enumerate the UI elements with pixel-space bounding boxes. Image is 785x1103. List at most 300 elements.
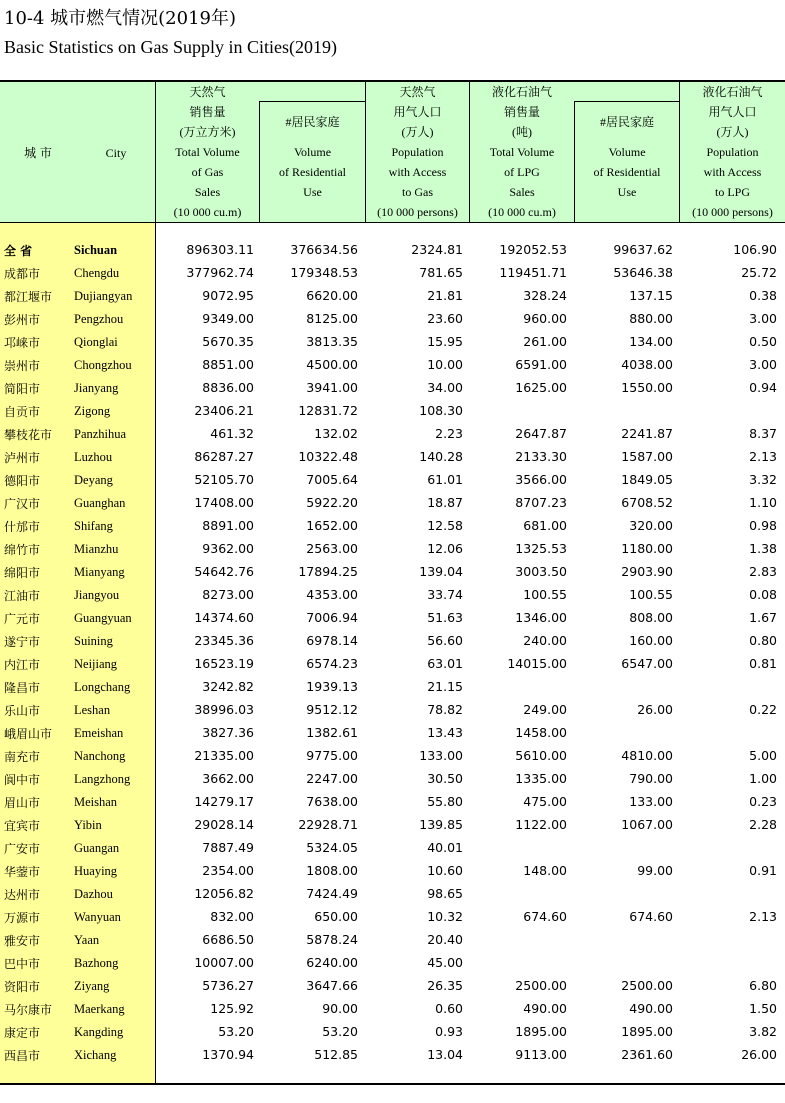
table-cell: 26.00 [637, 702, 673, 717]
table-cell: 1652.00 [306, 518, 358, 533]
table-cell: 328.24 [523, 288, 567, 303]
table-cell: 148.00 [523, 863, 567, 878]
table-cell: 2.23 [435, 426, 463, 441]
table-cell: 1939.13 [306, 679, 358, 694]
table-cell: 17894.25 [298, 564, 358, 579]
table-cell: 99.00 [637, 863, 673, 878]
table-cell: 808.00 [629, 610, 673, 625]
city-name-en: Panzhihua [74, 427, 127, 441]
table-cell: 674.60 [629, 909, 673, 924]
table-row [0, 424, 785, 447]
city-name-en: Dujiangyan [74, 289, 133, 303]
city-name-cn: 乐山市 [4, 704, 41, 718]
table-cell: 21.81 [427, 288, 463, 303]
table-cell: 0.98 [749, 518, 777, 533]
table-row [0, 700, 785, 723]
table-row [0, 953, 785, 976]
table-cell: 2354.00 [202, 863, 254, 878]
table-row [0, 355, 785, 378]
table-cell: 23.60 [427, 311, 463, 326]
city-name-cn: 广汉市 [4, 497, 41, 511]
city-name-cn: 绵竹市 [4, 543, 41, 557]
table-cell: 1.67 [749, 610, 777, 625]
table-cell: 14279.17 [194, 794, 254, 809]
city-name-en: Nanchong [74, 749, 126, 763]
table-cell: 0.60 [435, 1001, 463, 1016]
table-cell: 1625.00 [515, 380, 567, 395]
table-cell: 7006.94 [306, 610, 358, 625]
table-cell: 9072.95 [202, 288, 254, 303]
table-cell: 2903.90 [621, 564, 673, 579]
table-cell: 30.50 [427, 771, 463, 786]
city-name-en: Chengdu [74, 266, 120, 280]
table-cell: 8273.00 [202, 587, 254, 602]
table-cell: 5.00 [749, 748, 777, 763]
table-cell: 0.91 [749, 863, 777, 878]
table-cell: 0.23 [749, 794, 777, 809]
city-name-cn: 万源市 [4, 911, 41, 925]
city-name-en: Huaying [74, 864, 118, 878]
table-cell: 3.00 [749, 311, 777, 326]
table-cell: 160.00 [629, 633, 673, 648]
table-cell: 8125.00 [306, 311, 358, 326]
table-cell: 119451.71 [499, 265, 567, 280]
table-cell: 7638.00 [306, 794, 358, 809]
city-name-cn: 隆昌市 [4, 681, 41, 695]
table-cell: 5610.00 [515, 748, 567, 763]
table-cell: 6978.14 [306, 633, 358, 648]
table-row [0, 263, 785, 286]
table-cell: 512.85 [314, 1047, 358, 1062]
table-cell: 20.40 [427, 932, 463, 947]
table-row [0, 1045, 785, 1068]
city-name-en: Neijiang [74, 657, 118, 671]
table-cell: 9512.12 [306, 702, 358, 717]
table-cell: 790.00 [629, 771, 673, 786]
table-cell: 34.00 [427, 380, 463, 395]
table-cell: 3813.35 [306, 334, 358, 349]
table-row [0, 585, 785, 608]
table-cell: 78.82 [427, 702, 463, 717]
city-name-cn: 崇州市 [4, 359, 41, 373]
table-cell: 10.60 [427, 863, 463, 878]
city-name-cn: 邛崃市 [4, 336, 41, 350]
table-cell: 53.20 [322, 1024, 358, 1039]
table-cell: 10322.48 [298, 449, 358, 464]
table-row [0, 539, 785, 562]
city-name-cn: 简阳市 [4, 382, 41, 396]
city-name-en: Dazhou [74, 887, 113, 901]
table-cell: 12056.82 [194, 886, 254, 901]
table-cell: 6.80 [749, 978, 777, 993]
table-row [0, 907, 785, 930]
city-name-cn: 泸州市 [4, 451, 41, 465]
table-cell: 2.28 [749, 817, 777, 832]
table-cell: 56.60 [427, 633, 463, 648]
table-cell: 15.95 [427, 334, 463, 349]
bottom-rule [0, 1083, 785, 1085]
city-name-cn: 彭州市 [4, 313, 41, 327]
table-cell: 2247.00 [306, 771, 358, 786]
table-row [0, 516, 785, 539]
table-row [0, 999, 785, 1022]
city-name-en: Kangding [74, 1025, 124, 1039]
city-name-en: Mianyang [74, 565, 125, 579]
table-cell: 1382.61 [306, 725, 358, 740]
table-cell: 13.43 [427, 725, 463, 740]
table-cell: 26.00 [741, 1047, 777, 1062]
city-name-en: Maerkang [74, 1002, 125, 1016]
table-cell: 6574.23 [306, 656, 358, 671]
table-cell: 4810.00 [621, 748, 673, 763]
table-cell: 12.06 [427, 541, 463, 556]
table-cell: 6708.52 [621, 495, 673, 510]
table-cell: 98.65 [427, 886, 463, 901]
city-name-cn: 内江市 [4, 658, 41, 672]
table-cell: 490.00 [523, 1001, 567, 1016]
header-ng-population: 天然气 用气人口 (万人) Population with Access to Gas (10 000 persons) [377, 85, 458, 219]
city-name-cn: 什邡市 [4, 520, 41, 534]
table-cell: 1550.00 [621, 380, 673, 395]
city-name-cn: 遂宁市 [4, 635, 41, 649]
table-cell: 3.00 [749, 357, 777, 372]
table-cell: 1.10 [749, 495, 777, 510]
table-cell: 100.55 [629, 587, 673, 602]
table-cell: 832.00 [210, 909, 254, 924]
table-cell: 0.93 [435, 1024, 463, 1039]
table-cell: 16523.19 [194, 656, 254, 671]
table-row [0, 838, 785, 861]
table-cell: 0.80 [749, 633, 777, 648]
table-cell: 490.00 [629, 1001, 673, 1016]
city-name-en: Longchang [74, 680, 131, 694]
city-name-cn: 马尔康市 [4, 1003, 53, 1017]
city-name-cn: 广安市 [4, 842, 41, 856]
table-row [0, 608, 785, 631]
table-cell: 21335.00 [194, 748, 254, 763]
table-row [0, 677, 785, 700]
table-cell: 13.04 [427, 1047, 463, 1062]
table-cell: 133.00 [629, 794, 673, 809]
table-cell: 681.00 [523, 518, 567, 533]
table-cell: 3941.00 [306, 380, 358, 395]
city-name-en: Emeishan [74, 726, 124, 740]
table-cell: 1895.00 [515, 1024, 567, 1039]
table-cell: 2.83 [749, 564, 777, 579]
table-cell: 7424.49 [306, 886, 358, 901]
table-cell: 0.38 [749, 288, 777, 303]
city-name-cn: 广元市 [4, 612, 41, 626]
table-cell: 51.63 [427, 610, 463, 625]
table-cell: 0.08 [749, 587, 777, 602]
table-cell: 99637.62 [613, 242, 673, 257]
table-cell: 6591.00 [515, 357, 567, 372]
table-cell: 2.13 [749, 909, 777, 924]
table-cell: 1.00 [749, 771, 777, 786]
table-cell: 896303.11 [186, 242, 254, 257]
table-cell: 139.04 [419, 564, 463, 579]
table-cell: 21.15 [427, 679, 463, 694]
city-name-cn: 阆中市 [4, 773, 41, 787]
table-cell: 1067.00 [621, 817, 673, 832]
table-cell: 1180.00 [621, 541, 673, 556]
city-name-cn: 达州市 [4, 888, 41, 902]
city-name-en: Yibin [74, 818, 102, 832]
table-cell: 3647.66 [306, 978, 358, 993]
table-row [0, 723, 785, 746]
table-cell: 960.00 [523, 311, 567, 326]
table-title-cn: 10-4 城市燃气情况(2019年) [4, 8, 237, 29]
table-cell: 674.60 [523, 909, 567, 924]
table-cell: 45.00 [427, 955, 463, 970]
table-cell: 53646.38 [613, 265, 673, 280]
city-name-en: Luzhou [74, 450, 113, 464]
table-cell: 1325.53 [515, 541, 567, 556]
table-cell: 0.81 [749, 656, 777, 671]
table-cell: 17408.00 [194, 495, 254, 510]
city-name-en: Ziyang [74, 979, 110, 993]
table-cell: 2500.00 [621, 978, 673, 993]
table-cell: 6620.00 [306, 288, 358, 303]
table-row [0, 332, 785, 355]
table-row [0, 447, 785, 470]
city-name-en: Jiangyou [74, 588, 120, 602]
city-name-en: Bazhong [74, 956, 119, 970]
city-name-en: Suining [74, 634, 113, 648]
city-name-cn: 都江堰市 [4, 290, 53, 304]
table-cell: 1335.00 [515, 771, 567, 786]
table-cell: 9113.00 [515, 1047, 567, 1062]
table-cell: 5922.20 [306, 495, 358, 510]
table-cell: 376634.56 [290, 242, 358, 257]
city-name-en: Deyang [74, 473, 113, 487]
table-header [0, 82, 785, 223]
table-cell: 38996.03 [194, 702, 254, 717]
table-cell: 179348.53 [290, 265, 358, 280]
table-cell: 1849.05 [621, 472, 673, 487]
table-cell: 108.30 [419, 403, 463, 418]
table-row [0, 1022, 785, 1045]
table-cell: 5736.27 [202, 978, 254, 993]
header-city-cn: 城 市 [24, 146, 52, 160]
table-cell: 1458.00 [515, 725, 567, 740]
table-cell: 3.82 [749, 1024, 777, 1039]
table-cell: 6547.00 [621, 656, 673, 671]
city-name-en: Chongzhou [74, 358, 132, 372]
table-row [0, 562, 785, 585]
city-name-en: Shifang [74, 519, 113, 533]
table-cell: 6240.00 [306, 955, 358, 970]
city-name-cn: 西昌市 [4, 1049, 41, 1063]
table-row [0, 286, 785, 309]
table-row [0, 378, 785, 401]
table-row [0, 654, 785, 677]
table-cell: 0.50 [749, 334, 777, 349]
table-cell: 6686.50 [202, 932, 254, 947]
table-row [0, 861, 785, 884]
city-name-cn: 宜宾市 [4, 819, 41, 833]
table-cell: 139.85 [419, 817, 463, 832]
city-name-en: Wanyuan [74, 910, 121, 924]
table-row [0, 493, 785, 516]
city-name-cn: 德阳市 [4, 474, 41, 488]
table-row [0, 976, 785, 999]
city-name-en: Guangan [74, 841, 120, 855]
header-lpg-group: 液化石油气 销售量 (吨) Total Volume of LPG Sales (10 000 cu.m) [488, 85, 556, 219]
table-cell: 140.28 [419, 449, 463, 464]
city-name-cn: 全 省 [4, 244, 33, 258]
table-cell: 3003.50 [515, 564, 567, 579]
table-cell: 2647.87 [515, 426, 567, 441]
table-title-en: Basic Statistics on Gas Supply in Cities(2019) [4, 37, 337, 57]
header-city-en: City [105, 146, 127, 160]
city-name-cn: 攀枝花市 [4, 428, 53, 442]
city-name-en: Jianyang [74, 381, 119, 395]
table-cell: 134.00 [629, 334, 673, 349]
table-cell: 9362.00 [202, 541, 254, 556]
table-cell: 12831.72 [298, 403, 358, 418]
table-cell: 7005.64 [306, 472, 358, 487]
table-cell: 377962.74 [186, 265, 254, 280]
table-cell: 781.65 [419, 265, 463, 280]
city-name-en: Langzhong [74, 772, 131, 786]
city-name-en: Mianzhu [74, 542, 119, 556]
table-cell: 1370.94 [202, 1047, 254, 1062]
table-cell: 4353.00 [306, 587, 358, 602]
table-cell: 461.32 [210, 426, 254, 441]
table-row [0, 309, 785, 332]
table-cell: 133.00 [419, 748, 463, 763]
city-name-cn: 江油市 [4, 589, 41, 603]
city-name-en: Meishan [74, 795, 118, 809]
table-row [0, 746, 785, 769]
table-cell: 1.50 [749, 1001, 777, 1016]
table-cell: 63.01 [427, 656, 463, 671]
table-cell: 10007.00 [194, 955, 254, 970]
table-cell: 3.32 [749, 472, 777, 487]
table-cell: 261.00 [523, 334, 567, 349]
city-name-cn: 南充市 [4, 750, 41, 764]
table-row-total [0, 240, 785, 263]
table-cell: 1587.00 [621, 449, 673, 464]
table-cell: 2133.30 [515, 449, 567, 464]
city-name-cn: 康定市 [4, 1026, 41, 1040]
table-cell: 240.00 [523, 633, 567, 648]
table-row [0, 930, 785, 953]
table-cell: 25.72 [741, 265, 777, 280]
table-cell: 55.80 [427, 794, 463, 809]
table-cell: 192052.53 [499, 242, 567, 257]
table-cell: 26.35 [427, 978, 463, 993]
table-cell: 2324.81 [411, 242, 463, 257]
header-lpg-population: 液化石油气 用气人口 (万人) Population with Access to LPG (10 000 persons) [692, 85, 773, 219]
header-lpg-residential: #居民家庭 Volume of Residential Use [593, 115, 661, 199]
table-cell: 22928.71 [298, 817, 358, 832]
table-cell: 1122.00 [515, 817, 567, 832]
table-cell: 8836.00 [202, 380, 254, 395]
table-cell: 9349.00 [202, 311, 254, 326]
table-cell: 137.15 [629, 288, 673, 303]
table-cell: 249.00 [523, 702, 567, 717]
table-cell: 5670.35 [202, 334, 254, 349]
city-name-en: Guanghan [74, 496, 126, 510]
table-cell: 8707.23 [515, 495, 567, 510]
table-cell: 125.92 [210, 1001, 254, 1016]
city-name-cn: 华蓥市 [4, 865, 41, 879]
table-cell: 0.22 [749, 702, 777, 717]
table-cell: 7887.49 [202, 840, 254, 855]
table-cell: 1808.00 [306, 863, 358, 878]
table-cell: 54642.76 [194, 564, 254, 579]
city-name-en: Xichang [74, 1048, 117, 1062]
city-name-cn: 雅安市 [4, 934, 41, 948]
table-cell: 3827.36 [202, 725, 254, 740]
table-cell: 8851.00 [202, 357, 254, 372]
table-cell: 33.74 [427, 587, 463, 602]
table-cell: 12.58 [427, 518, 463, 533]
table-cell: 0.94 [749, 380, 777, 395]
table-cell: 2.13 [749, 449, 777, 464]
city-name-cn: 巴中市 [4, 957, 41, 971]
table-cell: 8891.00 [202, 518, 254, 533]
city-name-cn: 自贡市 [4, 405, 41, 419]
table-cell: 2500.00 [515, 978, 567, 993]
table-cell: 53.20 [218, 1024, 254, 1039]
table-cell: 8.37 [749, 426, 777, 441]
table-cell: 4038.00 [621, 357, 673, 372]
city-name-cn: 资阳市 [4, 980, 41, 994]
table-row [0, 792, 785, 815]
city-name-en: Pengzhou [74, 312, 124, 326]
header-ng-group: 天然气 销售量 (万立方米) Total Volume of Gas Sales (10 000 cu.m) [173, 85, 242, 219]
table-cell: 106.90 [733, 242, 777, 257]
table-cell: 475.00 [523, 794, 567, 809]
table-cell: 52105.70 [194, 472, 254, 487]
table-cell: 2563.00 [306, 541, 358, 556]
table-cell: 320.00 [629, 518, 673, 533]
table-cell: 40.01 [427, 840, 463, 855]
table-cell: 2361.60 [621, 1047, 673, 1062]
city-name-cn: 峨眉山市 [4, 727, 53, 741]
table-cell: 1895.00 [621, 1024, 673, 1039]
table-cell: 23406.21 [194, 403, 254, 418]
table-cell: 86287.27 [194, 449, 254, 464]
table-cell: 18.87 [427, 495, 463, 510]
table-cell: 3566.00 [515, 472, 567, 487]
table-cell: 1.38 [749, 541, 777, 556]
city-name-en: Yaan [74, 933, 100, 947]
table-cell: 10.32 [427, 909, 463, 924]
table-cell: 880.00 [629, 311, 673, 326]
table-row [0, 401, 785, 424]
table-cell: 5878.24 [306, 932, 358, 947]
city-name-cn: 绵阳市 [4, 566, 41, 580]
table-row [0, 884, 785, 907]
table-row [0, 769, 785, 792]
table-cell: 10.00 [427, 357, 463, 372]
table-cell: 9775.00 [306, 748, 358, 763]
table-row [0, 470, 785, 493]
city-name-en: Leshan [74, 703, 111, 717]
table-cell: 3242.82 [202, 679, 254, 694]
table-cell: 1346.00 [515, 610, 567, 625]
table-cell: 5324.05 [306, 840, 358, 855]
table-cell: 14015.00 [507, 656, 567, 671]
table-cell: 650.00 [314, 909, 358, 924]
table-row [0, 815, 785, 838]
city-name-en: Guangyuan [74, 611, 132, 625]
table-cell: 132.02 [314, 426, 358, 441]
